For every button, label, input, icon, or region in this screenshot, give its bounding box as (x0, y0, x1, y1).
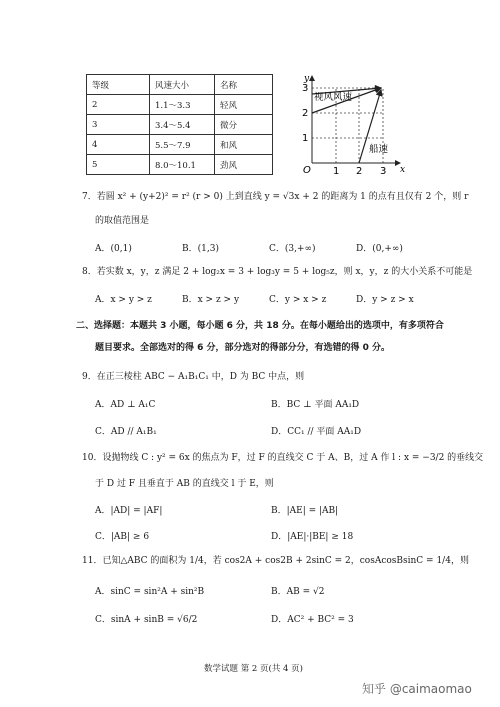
origin-label: O (303, 165, 311, 176)
question-11-option-c: C．sinA + sinB = √6/2 (95, 615, 198, 625)
question-10-option-a: A．|AD| = |AF| (95, 506, 163, 516)
x-tick-2: 2 (356, 166, 363, 177)
section-2-heading: 二、选择题：本题共 3 小题，每小题 6 分，共 18 分。在每小题给出的选项中，有多项符合 (76, 321, 444, 331)
question-10-stem: 10．设抛物线 C : y² = 6x 的焦点为 F，过 F 的直线交 C 于 A、B，过 A 作 l : x = −3/2 的垂线交 (82, 453, 484, 463)
wind-scale-table (86, 74, 273, 175)
table-row (87, 155, 273, 175)
question-9-option-d: D．CC₁ // 平面 AA₁D (271, 427, 362, 437)
y-tick-3: 3 (302, 83, 309, 94)
y-tick-2: 2 (302, 108, 309, 119)
table-cell: 轻风 (215, 95, 273, 115)
table-header-cell: 风速大小 (150, 75, 215, 95)
question-10-option-d: D．|AE|·|BE| ≥ 18 (271, 532, 354, 542)
x-tick-1: 1 (333, 166, 340, 177)
table-cell: 5 (87, 155, 150, 175)
question-7-stem: 7．若圆 x² + (y+2)² = r² (r > 0) 上到直线 y = √3x + 2 的距离为 1 的点有且仅有 2 个，则 r (82, 192, 469, 202)
table-cell: 5.5～7.9 (150, 135, 215, 155)
wind-speed-label: 视风风速 (314, 92, 353, 103)
question-7-option-d: D．(0,+∞) (356, 244, 403, 254)
question-8-stem: 8．若实数 x，y，z 满足 2 + log₂x = 3 + log₃y = 5 + log₅z，则 x，y，z 的大小关系不可能是 (82, 267, 473, 277)
question-11-option-d: D．AC² + BC² = 3 (271, 615, 354, 625)
table-header-cell: 等级 (87, 75, 150, 95)
question-11-option-a: A．sinC = sin²A + sin²B (95, 587, 205, 597)
question-9-stem: 9．在正三棱柱 ABC − A₁B₁C₁ 中，D 为 BC 中点，则 (82, 372, 305, 382)
question-7-option-b: B．(1,3) (182, 244, 219, 254)
y-tick-1: 1 (302, 133, 309, 144)
table-cell: 3.4～5.4 (150, 115, 215, 135)
table-row (87, 115, 273, 135)
table-cell: 和风 (215, 135, 273, 155)
table-cell: 8.0～10.1 (150, 155, 215, 175)
x-axis-label: x (400, 165, 406, 175)
question-11-stem: 11．已知△ABC 的面积为 1/4，若 cos2A + cos2B + 2sinC = 2，cosAcosBsinC = 1/4，则 (82, 556, 469, 566)
table-cell: 劲风 (215, 155, 273, 175)
table-row (87, 95, 273, 115)
question-8-option-a: A．x > y > z (95, 295, 152, 305)
table-header-cell: 名称 (215, 75, 273, 95)
question-7-option-a: A．(0,1) (95, 244, 132, 254)
question-9-option-c: C．AD // A₁B₁ (95, 427, 157, 437)
table-cell: 4 (87, 135, 150, 155)
question-8-option-d: D．y > z > x (356, 295, 414, 305)
table-cell: 1.1～3.3 (150, 95, 215, 115)
ship-speed-label: 船速 (369, 144, 389, 155)
y-axis-label: y (304, 74, 310, 84)
question-10-option-b: B．|AE| = |AB| (271, 506, 339, 516)
table-cell: 2 (87, 95, 150, 115)
x-tick-3: 3 (380, 166, 387, 177)
table-row (87, 135, 273, 155)
question-8-option-c: C．y > x > z (269, 295, 327, 305)
question-11-option-b: B．AB = √2 (271, 587, 325, 597)
question-9-option-a: A．AD ⊥ A₁C (95, 400, 156, 410)
question-9-option-b: B．BC ⊥ 平面 AA₁D (271, 400, 360, 410)
table-cell: 微分 (215, 115, 273, 135)
page-footer: 数学试题 第 2 页(共 4 页) (204, 664, 303, 674)
wind-vector-diagram (296, 72, 416, 180)
section-2-instructions: 题目要求。全部选对的得 6 分，部分选对的得部分分，有选错的得 0 分。 (95, 343, 391, 353)
question-10-option-c: C．|AB| ≥ 6 (95, 532, 150, 542)
question-7-stem-continued: 的取值范围是 (95, 216, 150, 226)
question-8-option-b: B．x > z > y (182, 295, 240, 305)
table-header-row (87, 75, 273, 95)
question-7-option-c: C．(3,+∞) (269, 244, 316, 254)
question-10-stem-continued: 于 D 过 F 且垂直于 AB 的直线交 l 于 E，则 (95, 479, 274, 489)
table-cell: 3 (87, 115, 150, 135)
zhihu-watermark: 知乎 @caimaomao (362, 682, 472, 696)
